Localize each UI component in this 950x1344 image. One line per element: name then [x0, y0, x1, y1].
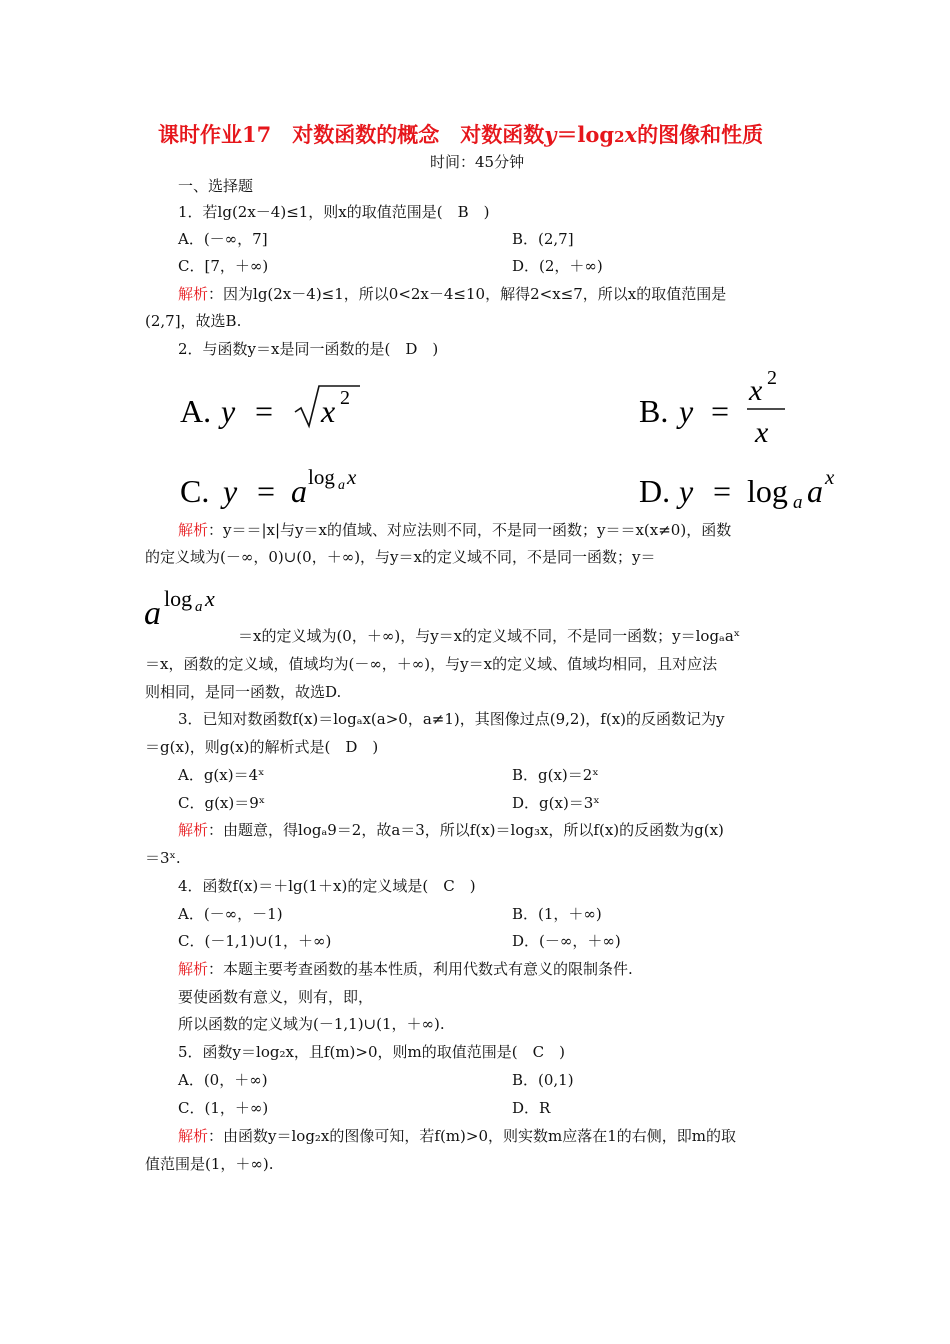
q1-analysis-line2: (2,7]，故选B.	[145, 312, 242, 330]
title-tail: 的图像和性质	[637, 122, 764, 147]
q3-stem-line1: 3．已知对数函数f(x)＝logₐx(a>0，a≠1)，其图像过点(9,2)，f(x)的反函数记为y	[178, 710, 725, 728]
q4-analysis-line3: 所以函数的定义域为(－1,1)∪(1，＋∞).	[178, 1015, 445, 1033]
q1-option-c: C．[7，＋∞)	[178, 257, 269, 275]
title-log: ＝log	[556, 122, 615, 147]
q2-analysis-line5: 则相同，是同一函数，故选D.	[145, 683, 342, 701]
svg-text:x: x	[321, 393, 336, 429]
q3-option-d: D．g(x)＝3ˣ	[512, 794, 600, 812]
svg-text:x: x	[749, 374, 763, 407]
q4-option-c: C．(－1,1)∪(1，＋∞)	[178, 932, 332, 950]
svg-text:y: y	[223, 473, 238, 509]
svg-text:2: 2	[340, 387, 350, 409]
svg-text:A.: A.	[180, 393, 212, 429]
section-heading: 一、选择题	[178, 177, 254, 195]
svg-text:log: log	[747, 473, 788, 509]
q2-analysis-line3: ＝x的定义域为(0，＋∞)，与y＝x的定义域不同，不是同一函数；y＝logₐaˣ	[238, 627, 741, 645]
q3-stem-line2: ＝g(x)，则g(x)的解析式是( D )	[145, 738, 379, 756]
q4-analysis-line1	[178, 962, 633, 977]
q5-analysis-line1	[178, 1129, 736, 1144]
svg-text:x: x	[347, 465, 357, 489]
q5-option-b: B．(0,1)	[512, 1071, 574, 1089]
q2-analysis-line1	[178, 523, 731, 538]
q5-stem: 5．函数y＝log₂x，且f(m)>0，则m的取值范围是( C )	[178, 1043, 565, 1061]
svg-text:y: y	[679, 393, 694, 429]
analysis-label: 解析	[178, 521, 209, 539]
time-limit: 时间：45分钟	[430, 153, 525, 171]
q3-option-c: C．g(x)＝9ˣ	[178, 794, 266, 812]
analysis-label: 解析	[178, 285, 209, 303]
q2-formula-a	[175, 378, 375, 433]
svg-text:x: x	[205, 586, 215, 611]
q3-analysis-text1: ：由题意，得logₐ9＝2，故a＝3，所以f(x)＝log₃x，所以f(x)的反函数为g(x)	[208, 821, 724, 839]
svg-text:a: a	[338, 478, 345, 493]
svg-text:C.: C.	[180, 473, 210, 509]
q1-stem: 1．若lg(2x－4)≤1，则x的取值范围是( B )	[178, 203, 490, 221]
q4-analysis-text1: ：本题主要考查函数的基本性质，利用代数式有意义的限制条件.	[208, 960, 633, 978]
svg-text:y: y	[679, 473, 694, 509]
q2-formula-d	[635, 462, 845, 512]
svg-text:D.: D.	[639, 473, 671, 509]
svg-text:a: a	[291, 473, 307, 509]
svg-text:a: a	[195, 599, 203, 615]
q2-stem: 2．与函数y＝x是同一函数的是( D )	[178, 340, 439, 358]
q4-stem: 4．函数f(x)＝＋lg(1＋x)的定义域是( C )	[178, 877, 476, 895]
title-text: 课时作业17 对数函数的概念 对数函数	[158, 122, 545, 147]
title-log-base: 2	[614, 128, 625, 146]
svg-text:log: log	[308, 465, 335, 489]
q2-formula-c	[175, 462, 375, 512]
analysis-label: 解析	[178, 960, 209, 978]
q5-analysis-text1: ：由函数y＝log₂x的图像可知，若f(m)>0，则实数m应落在1的右侧，即m的取	[208, 1127, 736, 1145]
q2-option-d	[0, 0, 1, 1]
q1-option-a: A．(－∞，7]	[178, 230, 268, 248]
svg-text:y: y	[221, 393, 236, 429]
q1-option-b: B．(2,7]	[512, 230, 574, 248]
q1-option-d: D．(2，＋∞)	[512, 257, 603, 275]
q5-analysis-line2: 值范围是(1，＋∞).	[145, 1155, 274, 1173]
svg-text:a: a	[793, 492, 803, 512]
svg-text:a: a	[144, 595, 161, 630]
svg-text:log: log	[164, 586, 193, 611]
title-x: x	[624, 122, 638, 147]
q1-analysis-text1: ：因为lg(2x－4)≤1，所以0<2x－4≤10，解得2<x≤7，所以x的取值范围是	[208, 285, 727, 303]
title-y: y	[544, 122, 557, 147]
analysis-label: 解析	[178, 821, 209, 839]
svg-text:x: x	[755, 416, 769, 448]
q2-analysis-text1: ：y＝＝|x|与y＝x的值域、对应法则不同，不是同一函数；y＝＝x(x≠0)，函数	[208, 521, 732, 539]
analysis-label: 解析	[178, 1127, 209, 1145]
svg-text:=: =	[711, 393, 730, 429]
q3-analysis-line2: ＝3ˣ.	[145, 849, 181, 867]
q5-option-c: C．(1，＋∞)	[178, 1099, 269, 1117]
svg-text:2: 2	[767, 367, 777, 389]
q3-analysis-line1	[178, 823, 724, 838]
q3-option-a: A．g(x)＝4ˣ	[178, 766, 265, 784]
svg-text:B.: B.	[639, 393, 669, 429]
q2-analysis-line4: ＝x，函数的定义域，值域均为(－∞，＋∞)，与y＝x的定义域、值域均相同，且对应法	[145, 655, 718, 673]
svg-text:=: =	[255, 393, 274, 429]
svg-text:=: =	[713, 473, 732, 509]
svg-text:=: =	[257, 473, 276, 509]
q4-option-b: B．(1，＋∞)	[512, 905, 602, 923]
q5-option-a: A．(0，＋∞)	[178, 1071, 268, 1089]
inline-formula-a-log	[142, 586, 242, 630]
svg-text:a: a	[807, 473, 823, 509]
svg-text:x: x	[825, 465, 835, 489]
q4-option-d: D．(－∞，＋∞)	[512, 932, 621, 950]
q3-option-b: B．g(x)＝2ˣ	[512, 766, 599, 784]
q4-option-a: A．(－∞，－1)	[178, 905, 283, 923]
q1-analysis-line1	[178, 287, 726, 302]
q2-analysis-line2: 的定义域为(－∞，0)∪(0，＋∞)，与y＝x的定义域不同，不是同一函数；y＝	[145, 548, 656, 566]
q2-formula-b	[635, 366, 835, 448]
q4-analysis-line2: 要使函数有意义，则有，即，	[178, 988, 374, 1006]
q5-option-d: D．R	[512, 1099, 551, 1117]
page-title	[158, 124, 763, 145]
